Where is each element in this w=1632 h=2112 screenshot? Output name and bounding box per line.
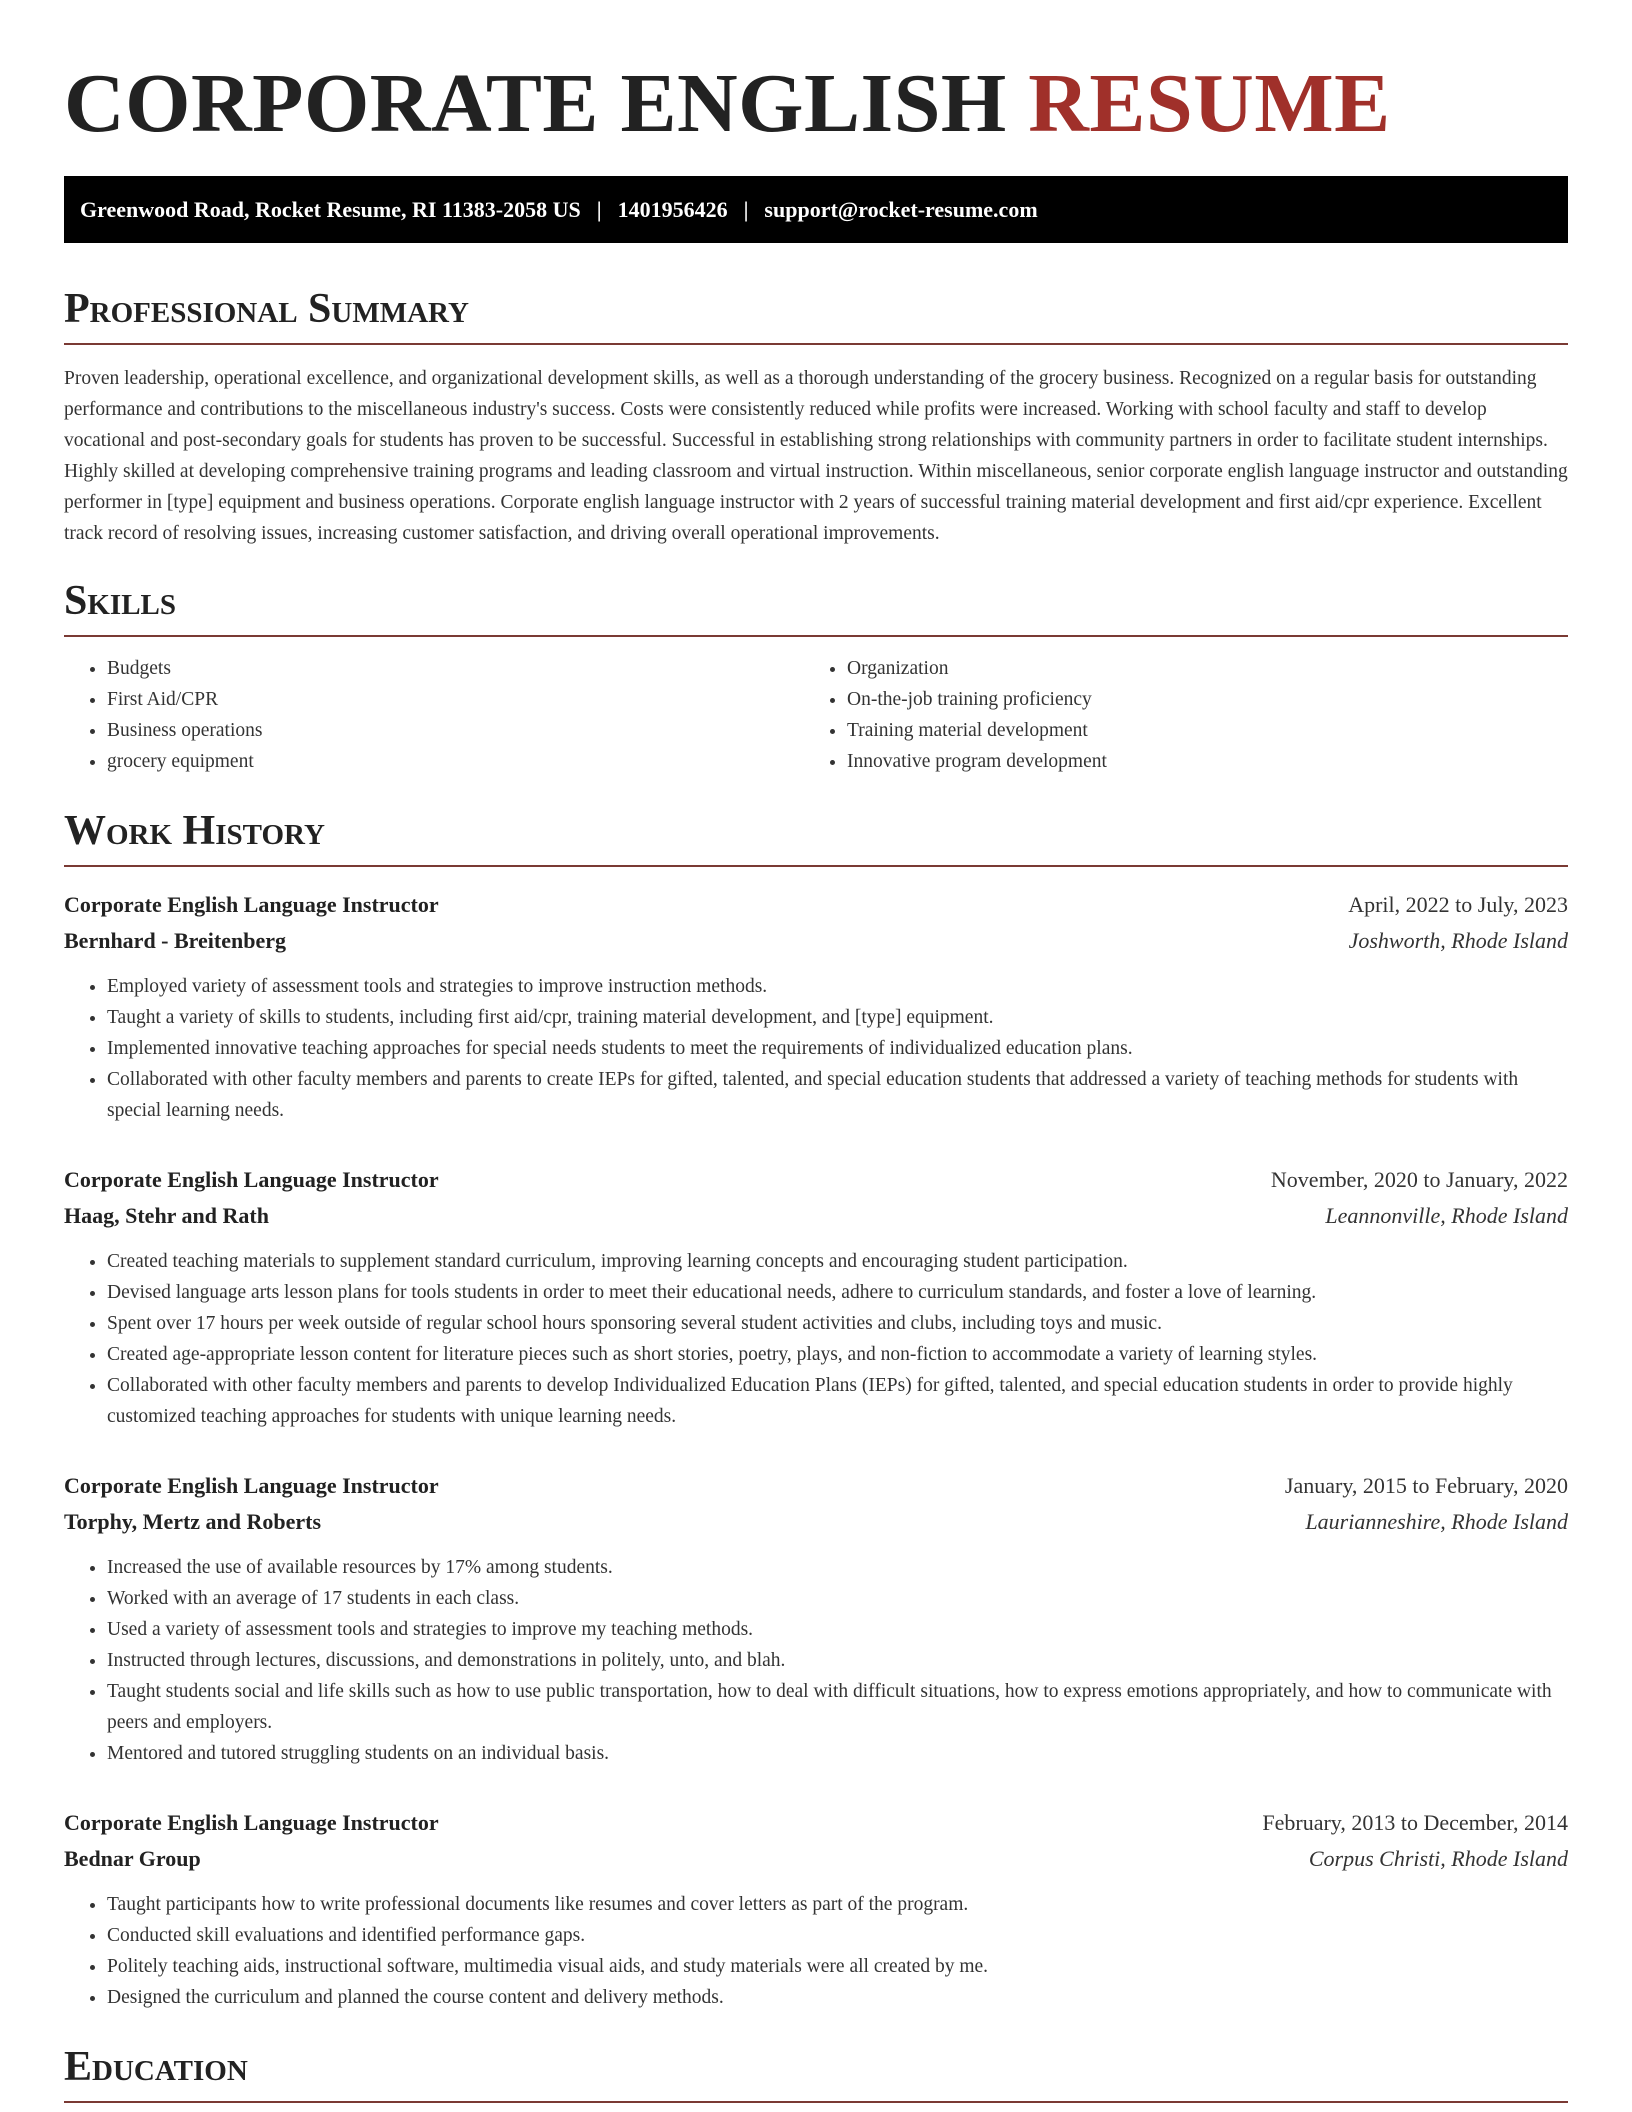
resume-page <box>64 0 1568 2103</box>
job-title: Corporate English Language Instructor <box>64 892 439 917</box>
job-header-row <box>64 1468 1568 1504</box>
skill-item: • Budgets <box>107 653 804 684</box>
job-company: Haag, Stehr and Rath <box>64 1203 269 1228</box>
job-header-row <box>64 1805 1568 1841</box>
job-company: Bednar Group <box>64 1846 201 1871</box>
contact-email: support@rocket-resume.com <box>764 196 1038 222</box>
job-bullet: • Taught participants how to write professional documents like resumes and cover letters as part of the program. <box>107 1889 1568 1920</box>
skills-list <box>64 653 1568 777</box>
job-entry <box>64 1162 1568 1432</box>
job-company-row <box>64 1504 1568 1540</box>
job-bullet: • Instructed through lectures, discussions, and demonstrations in politely, unto, and blah. <box>107 1645 1568 1676</box>
job-company: Bernhard - Breitenberg <box>64 928 287 953</box>
contact-separator: | <box>743 196 749 222</box>
job-bullet: • Taught a variety of skills to students, including first aid/cpr, training material development, and [type] equipment. <box>107 1002 1568 1033</box>
job-bullet: • Used a variety of assessment tools and strategies to improve my teaching methods. <box>107 1614 1568 1645</box>
job-bullet: • Worked with an average of 17 students in each class. <box>107 1583 1568 1614</box>
summary-heading: Professional Summary <box>64 285 1568 345</box>
job-dates: April, 2022 to July, 2023 <box>1348 892 1568 917</box>
job-header-row <box>64 1162 1568 1198</box>
job-bullet: • Designed the curriculum and planned the course content and delivery methods. <box>107 1982 1568 2013</box>
contact-phone: 1401956426 <box>617 196 728 222</box>
skills-column-right <box>804 653 1544 777</box>
skills-heading: Skills <box>64 577 1568 637</box>
summary-text: Proven leadership, operational excellence, and organizational development skills, as well as a thorough understanding of the grocery business. Recognized on a regular basis for outstanding performance and contributions to the miscellaneous industry's success. Costs were consistently reduced while profits were increased. Working with school faculty and staff to develop vocational and post-secondary goals for students has proven to be successful. Successful in establishing strong relationships with community partners in order to facilitate student internships. Highly skilled at developing comprehensive training programs and leading classroom and virtual instruction. Within miscellaneous, senior corporate english language instructor and outstanding performer in [type] equipment and business operations. Corporate english language instructor with 2 years of successful training material development and first aid/cpr experience. Excellent track record of resolving issues, increasing customer satisfaction, and driving overall operational improvements. <box>64 368 1568 544</box>
job-entry <box>64 887 1568 1126</box>
job-entry <box>64 1805 1568 2013</box>
job-title: Corporate English Language Instructor <box>64 1473 439 1498</box>
skill-item: • Organization <box>847 653 1544 684</box>
title-accent: RESUME <box>1028 57 1391 150</box>
resume-title <box>64 58 1568 158</box>
job-bullet: • Spent over 17 hours per week outside of regular school hours sponsoring several student activities and clubs, including toys and music. <box>107 1308 1568 1339</box>
skill-item: • Training material development <box>847 715 1544 746</box>
job-bullet: • Taught students social and life skills such as how to use public transportation, how to deal with difficult situations, how to express emotions appropriately, and how to communicate with peers and employers. <box>107 1676 1568 1738</box>
job-bullet: • Created age-appropriate lesson content for literature pieces such as short stories, poetry, plays, and non-fiction to accommodate a variety of learning styles. <box>107 1339 1568 1370</box>
job-bullets <box>64 971 1568 1126</box>
job-bullet: • Devised language arts lesson plans for tools students in order to meet their educational needs, adhere to curriculum standards, and foster a love of learning. <box>107 1277 1568 1308</box>
skill-item: • First Aid/CPR <box>107 684 804 715</box>
job-company-row <box>64 1841 1568 1877</box>
job-location: Leannonville, Rhode Island <box>1325 1203 1568 1228</box>
job-title: Corporate English Language Instructor <box>64 1810 439 1835</box>
job-bullet: • Collaborated with other faculty members and parents to create IEPs for gifted, talented, and special education students that addressed a variety of teaching methods for students with special learning needs. <box>107 1064 1568 1126</box>
job-title: Corporate English Language Instructor <box>64 1167 439 1192</box>
skill-item: • Business operations <box>107 715 804 746</box>
job-header-row <box>64 887 1568 923</box>
job-entry <box>64 1468 1568 1769</box>
job-bullet: • Mentored and tutored struggling students on an individual basis. <box>107 1738 1568 1769</box>
job-bullets <box>64 1889 1568 2013</box>
job-company-row <box>64 1198 1568 1234</box>
job-bullet: • Politely teaching aids, instructional software, multimedia visual aids, and study materials were all created by me. <box>107 1951 1568 1982</box>
job-bullet: • Created teaching materials to supplement standard curriculum, improving learning concepts and encouraging student participation. <box>107 1246 1568 1277</box>
job-bullet: • Conducted skill evaluations and identified performance gaps. <box>107 1920 1568 1951</box>
job-dates: November, 2020 to January, 2022 <box>1270 1167 1568 1192</box>
job-bullet: • Increased the use of available resources by 17% among students. <box>107 1552 1568 1583</box>
title-main: CORPORATE ENGLISH <box>64 57 1007 150</box>
contact-bar <box>64 176 1568 243</box>
job-company: Torphy, Mertz and Roberts <box>64 1509 322 1534</box>
job-bullet: • Employed variety of assessment tools and strategies to improve instruction methods. <box>107 971 1568 1002</box>
contact-address: Greenwood Road, Rocket Resume, RI 11383-2058 US <box>80 196 581 222</box>
job-dates: February, 2013 to December, 2014 <box>1262 1810 1568 1835</box>
job-company-row <box>64 923 1568 959</box>
job-bullet: • Collaborated with other faculty members and parents to develop Individualized Education Plans (IEPs) for gifted, talented, and special education students in order to provide highly customized teaching approaches for students with unique learning needs. <box>107 1370 1568 1432</box>
contact-separator: | <box>596 196 602 222</box>
skill-item: • grocery equipment <box>107 746 804 777</box>
job-dates: January, 2015 to February, 2020 <box>1284 1473 1568 1498</box>
job-bullets <box>64 1552 1568 1769</box>
work-history-heading: Work History <box>64 807 1568 867</box>
job-bullet: • Implemented innovative teaching approaches for special needs students to meet the requirements of individualized education plans. <box>107 1033 1568 1064</box>
job-location: Corpus Christi, Rhode Island <box>1308 1846 1568 1871</box>
skills-column-left <box>64 653 804 777</box>
job-bullets <box>64 1246 1568 1432</box>
education-heading: Education <box>64 2043 1568 2103</box>
skill-item: • On-the-job training proficiency <box>847 684 1544 715</box>
job-location: Joshworth, Rhode Island <box>1348 928 1568 953</box>
job-location: Laurianneshire, Rhode Island <box>1305 1509 1568 1534</box>
skill-item: • Innovative program development <box>847 746 1544 777</box>
